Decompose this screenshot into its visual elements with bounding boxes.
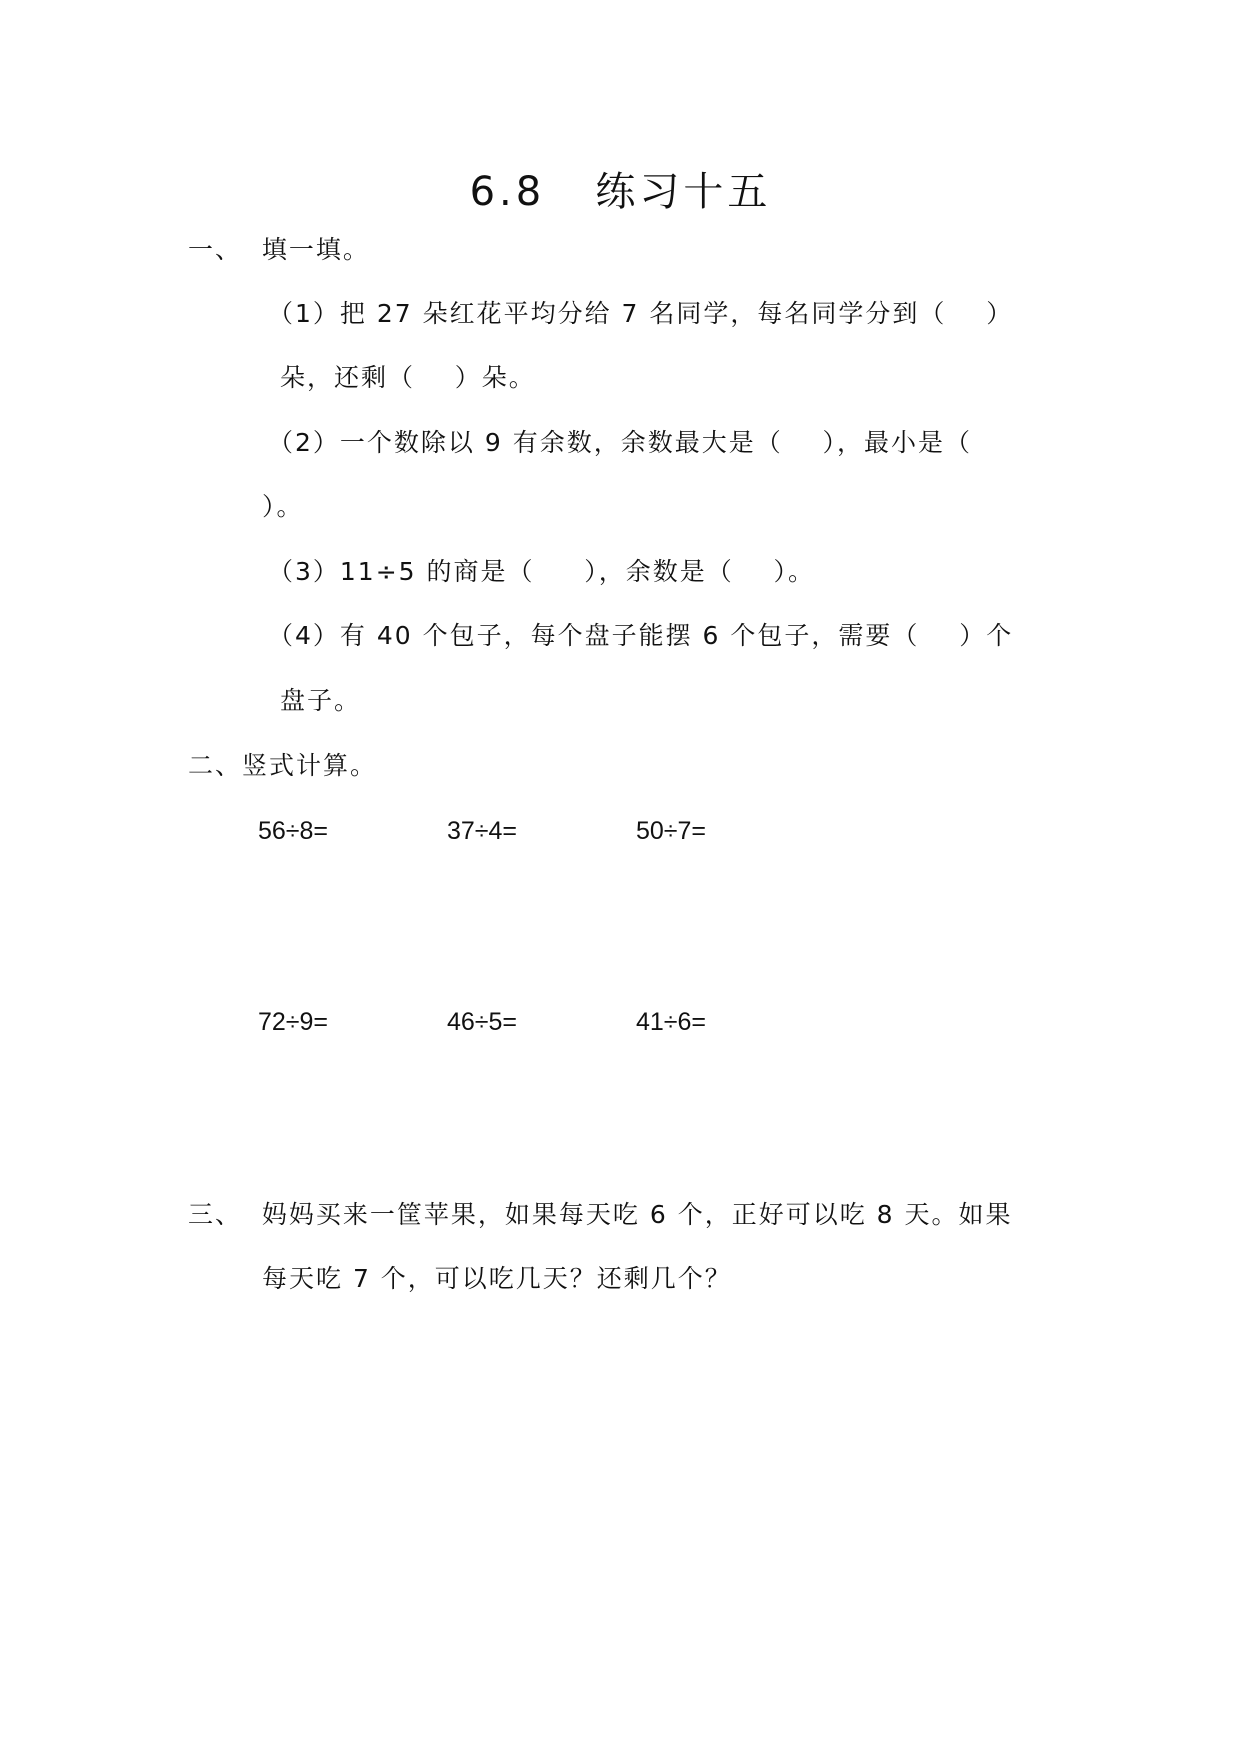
question-4-line-1: （4）有 40 个包子，每个盘子能摆 6 个包子，需要（ ）个 (268, 621, 1014, 650)
question-2-line-2: ）。 (262, 492, 304, 521)
page-title: 6.8 练习十五 (469, 169, 772, 215)
question-4-line-2: 盘子。 (280, 686, 362, 715)
section-2-heading: 二、竖式计算。 (188, 751, 378, 780)
calc-41-div-6: 41÷6= (636, 1008, 707, 1036)
question-1-line-2: 朵，还剩（ ）朵。 (280, 363, 536, 392)
calc-56-div-8: 56÷8= (258, 817, 329, 845)
calc-50-div-7: 50÷7= (636, 817, 707, 845)
question-3: （3）11÷5 的商是（ ），余数是（ ）。 (268, 557, 816, 586)
calc-46-div-5: 46÷5= (447, 1008, 518, 1036)
section-3-line-2: 每天吃 7 个，可以吃几天？还剩几个？ (262, 1264, 732, 1293)
question-2-line-1: （2）一个数除以 9 有余数，余数最大是（ ），最小是（ (268, 428, 972, 457)
section-1-heading: 一、 填一填。 (188, 235, 370, 264)
section-3-line-1: 三、 妈妈买来一筐苹果，如果每天吃 6 个，正好可以吃 8 天。如果 (188, 1200, 1013, 1229)
calc-37-div-4: 37÷4= (447, 817, 518, 845)
calc-72-div-9: 72÷9= (258, 1008, 329, 1036)
question-1-line-1: （1）把 27 朵红花平均分给 7 名同学，每名同学分到（ ） (268, 299, 1014, 328)
